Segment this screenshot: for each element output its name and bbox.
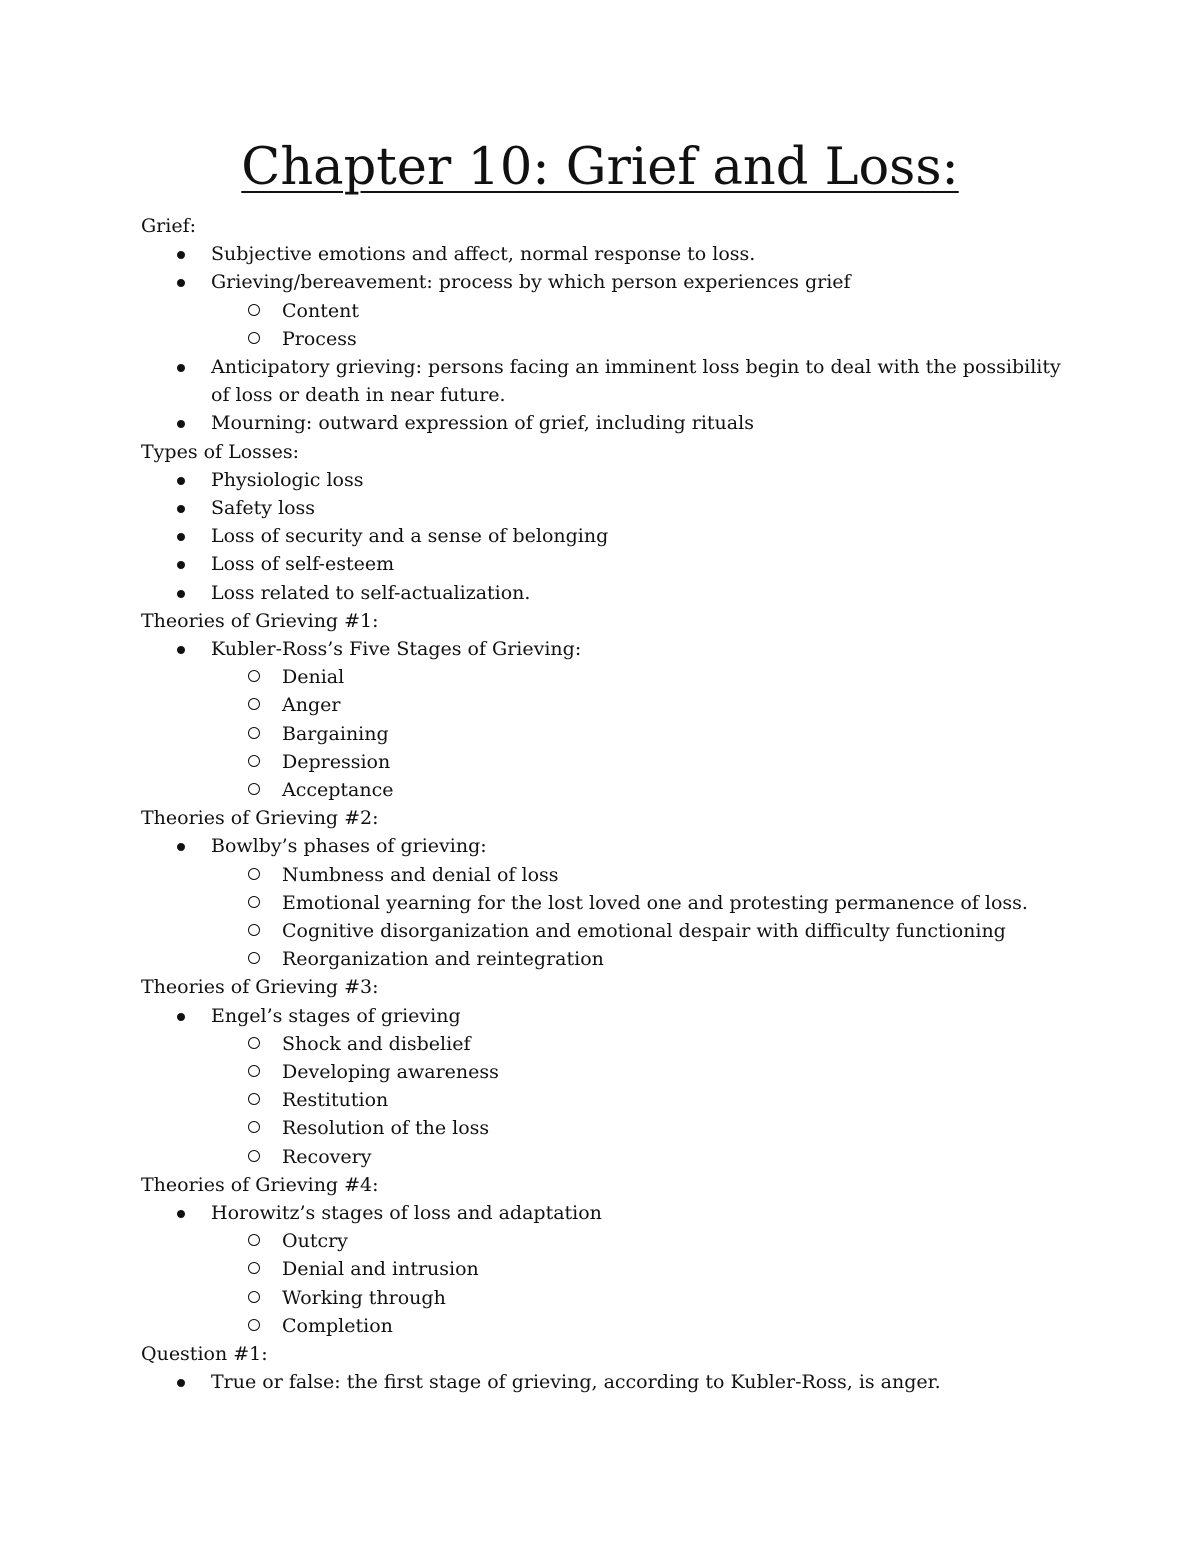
bullet-item	[141, 466, 1081, 494]
circle-bullet-icon	[248, 755, 260, 767]
bullet-list	[141, 466, 1081, 607]
sub-bullet-text: Developing awareness	[282, 1061, 499, 1084]
outline-section	[141, 212, 1081, 438]
bullet-text: Mourning: outward expression of grief, including rituals	[211, 412, 754, 435]
bullet-dot-icon	[177, 251, 185, 259]
bullet-item	[141, 268, 1081, 296]
circle-bullet-icon	[248, 304, 260, 316]
sub-bullet-text: Restitution	[282, 1089, 389, 1112]
bullet-item	[141, 522, 1081, 550]
bullet-text: Kubler-Ross’s Five Stages of Grieving:	[211, 638, 582, 660]
sub-bullet-item	[141, 1255, 1081, 1283]
section-heading: Types of Losses:	[141, 440, 300, 463]
sub-bullet-text: Acceptance	[282, 779, 394, 802]
sub-bullet-item	[141, 663, 1081, 691]
sub-bullet-text: Working through	[282, 1286, 446, 1309]
bullet-list	[141, 240, 1081, 437]
bullet-text: Physiologic loss	[211, 468, 364, 491]
bullet-text: Loss related to self-actualization.	[211, 581, 531, 604]
bullet-text: Grieving/bereavement: process by which person experiences grief	[211, 271, 851, 294]
circle-bullet-icon	[248, 1093, 260, 1105]
circle-bullet-icon	[248, 1234, 260, 1246]
bullet-dot-icon	[177, 843, 185, 851]
sub-bullet-item	[141, 861, 1081, 889]
section-heading: Theories of Grieving #1:	[141, 609, 379, 632]
circle-bullet-icon	[248, 896, 260, 908]
section-heading: Theories of Grieving #2:	[141, 807, 379, 830]
bullet-list	[141, 635, 1081, 804]
sub-bullet-text: Resolution of the loss	[282, 1117, 490, 1140]
bullet-dot-icon	[177, 561, 185, 569]
bullet-text: True or false: the first stage of grieving, according to Kubler-Ross, is anger.	[211, 1371, 941, 1394]
circle-bullet-icon	[248, 332, 260, 344]
sub-bullet-item	[141, 1086, 1081, 1114]
bullet-dot-icon	[177, 1210, 185, 1218]
bullet-text: Anticipatory grieving: persons facing an imminent loss begin to deal with the possibility of loss or death in near future.	[211, 356, 1061, 407]
section-heading: Theories of Grieving #4:	[141, 1173, 379, 1196]
sub-bullet-item	[141, 720, 1081, 748]
sub-bullet-item	[141, 1030, 1081, 1058]
bullet-item	[141, 240, 1081, 268]
circle-bullet-icon	[248, 1150, 260, 1162]
circle-bullet-icon	[248, 1037, 260, 1049]
sub-bullet-item	[141, 1143, 1081, 1171]
bullet-dot-icon	[177, 1379, 185, 1387]
sub-bullet-item	[141, 1227, 1081, 1255]
bullet-text: Loss of security and a sense of belonging	[211, 525, 609, 548]
bullet-item	[141, 494, 1081, 522]
bullet-item	[141, 550, 1081, 578]
bullet-list	[141, 1002, 1081, 1171]
bullet-item	[141, 1002, 1081, 1030]
bullet-item	[141, 832, 1081, 860]
section-heading: Question #1:	[141, 1343, 268, 1366]
section-heading: Theories of Grieving #3:	[141, 976, 379, 999]
sub-bullet-item	[141, 1114, 1081, 1142]
sub-bullet-item	[141, 691, 1081, 719]
sub-bullet-item	[141, 776, 1081, 804]
bullet-text: Bowlby’s phases of grieving:	[211, 835, 487, 858]
bullet-dot-icon	[177, 279, 185, 287]
circle-bullet-icon	[248, 1121, 260, 1133]
sub-bullet-text: Outcry	[282, 1230, 348, 1253]
sub-bullet-text: Completion	[282, 1314, 393, 1337]
sub-bullet-text: Numbness and denial of loss	[282, 863, 559, 886]
sub-bullet-text: Reorganization and reintegration	[282, 948, 604, 971]
outline-section	[141, 1340, 1081, 1396]
sub-bullet-text: Cognitive disorganization and emotional despair with difficulty functioning	[282, 920, 1006, 943]
sub-bullet-text: Shock and disbelief	[282, 1032, 471, 1055]
circle-bullet-icon	[248, 1319, 260, 1331]
page-title: Chapter 10: Grief and Loss:	[241, 138, 959, 197]
bullet-dot-icon	[177, 533, 185, 541]
bullet-dot-icon	[177, 477, 185, 485]
sub-bullet-text: Content	[282, 299, 359, 322]
sub-bullet-item	[141, 297, 1081, 325]
sub-bullet-text: Denial	[282, 666, 345, 689]
bullet-dot-icon	[177, 420, 185, 428]
bullet-text: Loss of self-esteem	[211, 553, 395, 576]
bullet-text: Safety loss	[211, 497, 316, 519]
bullet-dot-icon	[177, 1013, 185, 1021]
outline-section	[141, 438, 1081, 607]
outline-section	[141, 607, 1081, 804]
sub-bullet-text: Bargaining	[282, 722, 389, 745]
circle-bullet-icon	[248, 1291, 260, 1303]
bullet-item	[141, 353, 1081, 409]
sub-bullet-item	[141, 325, 1081, 353]
sub-bullet-item	[141, 945, 1081, 973]
bullet-text: Horowitz’s stages of loss and adaptation	[211, 1202, 602, 1225]
outline-section	[141, 804, 1081, 973]
bullet-item	[141, 635, 1081, 663]
bullet-dot-icon	[177, 646, 185, 654]
circle-bullet-icon	[248, 952, 260, 964]
bullet-list	[141, 1368, 1081, 1396]
bullet-item	[141, 1368, 1081, 1396]
sub-bullet-item	[141, 748, 1081, 776]
bullet-item	[141, 1199, 1081, 1227]
circle-bullet-icon	[248, 670, 260, 682]
sub-bullet-item	[141, 889, 1081, 917]
sub-bullet-text: Emotional yearning for the lost loved one and protesting permanence of loss.	[282, 891, 1028, 914]
bullet-list	[141, 832, 1081, 973]
circle-bullet-icon	[248, 1065, 260, 1077]
document-body	[141, 212, 1081, 1396]
bullet-text: Subjective emotions and affect, normal response to loss.	[211, 243, 756, 266]
sub-bullet-text: Process	[282, 327, 357, 350]
circle-bullet-icon	[248, 727, 260, 739]
sub-bullet-text: Depression	[282, 750, 391, 773]
circle-bullet-icon	[248, 783, 260, 795]
sub-bullet-item	[141, 1058, 1081, 1086]
circle-bullet-icon	[248, 1262, 260, 1274]
bullet-dot-icon	[177, 505, 185, 513]
bullet-text: Engel’s stages of grieving	[211, 1004, 461, 1027]
section-heading: Grief:	[141, 215, 197, 237]
sub-bullet-item	[141, 1284, 1081, 1312]
sub-bullet-text: Recovery	[282, 1145, 372, 1168]
sub-bullet-item	[141, 1312, 1081, 1340]
circle-bullet-icon	[248, 698, 260, 710]
outline-section	[141, 973, 1081, 1170]
circle-bullet-icon	[248, 924, 260, 936]
sub-bullet-item	[141, 917, 1081, 945]
bullet-item	[141, 409, 1081, 437]
sub-bullet-text: Anger	[282, 694, 341, 717]
outline-section	[141, 1171, 1081, 1340]
circle-bullet-icon	[248, 868, 260, 880]
bullet-list	[141, 1199, 1081, 1340]
bullet-item	[141, 579, 1081, 607]
bullet-dot-icon	[177, 364, 185, 372]
sub-bullet-text: Denial and intrusion	[282, 1258, 479, 1281]
bullet-dot-icon	[177, 590, 185, 598]
